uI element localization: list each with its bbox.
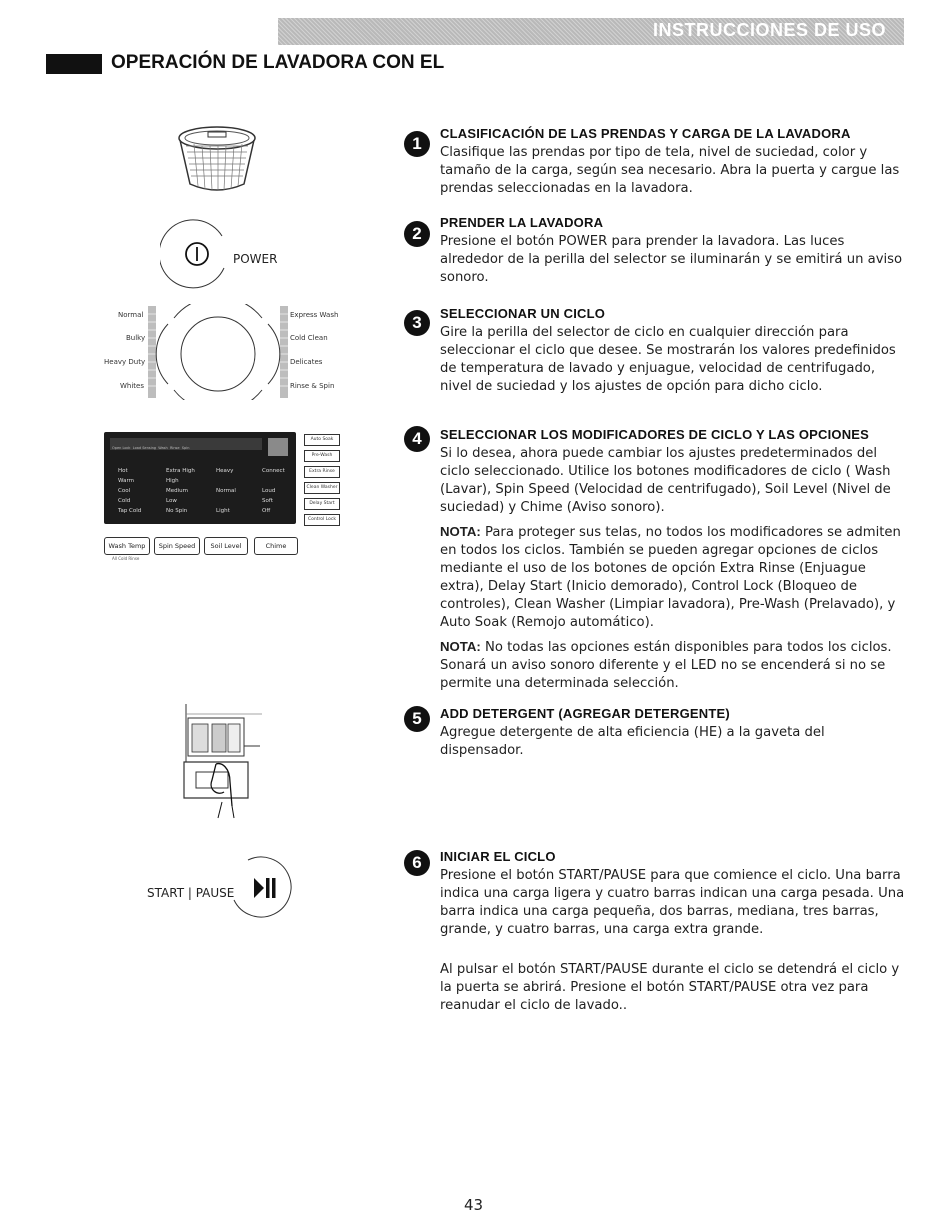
display-chime-off: Off xyxy=(262,508,271,514)
display-soil-blank-1 xyxy=(216,476,236,486)
nota-1-label: NOTA: xyxy=(440,524,481,539)
step-4-nota-1 xyxy=(440,523,908,632)
step-1-title: CLASIFICACIÓN DE LAS PRENDAS Y CARGA DE LA LAVADORA xyxy=(440,126,851,141)
step-1 xyxy=(440,125,908,204)
chime-button[interactable]: Chime xyxy=(254,537,298,555)
display-header-load-sensing: Load Sensing xyxy=(132,446,157,450)
laundry-basket-illustration xyxy=(176,124,258,196)
option-clean-washer-button[interactable]: Clean Washer xyxy=(304,482,340,494)
step-number-3: 3 xyxy=(404,310,430,336)
page-number: 43 xyxy=(464,1196,484,1214)
display-header-wash: Wash xyxy=(158,446,168,450)
step-6-body: Presione el botón START/PAUSE para que comience el ciclo. Una barra indica una carga ligera y cuatro barras indican una carga pesada. Una barra indica una carga pequeña, dos barras, mediana, tres barras, grande, y cuatro barras, una carga extra grande. xyxy=(440,868,905,937)
display-header-open-lock: Open Lock xyxy=(112,446,131,450)
dial-label-bulky: Bulky xyxy=(126,334,146,342)
start-pause-label: START | PAUSE xyxy=(147,886,235,900)
dial-label-cold-clean: Cold Clean xyxy=(290,334,328,342)
dial-label-whites: Whites xyxy=(120,382,145,390)
display-spin-extra-high: Extra High xyxy=(166,468,195,474)
step-number-4: 4 xyxy=(404,426,430,452)
step-2 xyxy=(440,214,908,293)
display-chime-loud: Loud xyxy=(262,488,276,494)
section-banner xyxy=(278,18,904,45)
step-2-title: PRENDER LA LAVADORA xyxy=(440,215,604,230)
title-marker xyxy=(46,54,102,74)
step-2-body: Presione el botón POWER para prender la lavadora. Las luces alrededor de la perilla del selector se iluminarán y se emitirá un aviso sonoro. xyxy=(440,234,903,285)
dial-label-normal: Normal xyxy=(118,311,144,319)
step-number-2: 2 xyxy=(404,221,430,247)
step-6-body-2: Al pulsar el botón START/PAUSE durante el ciclo se detendrá el ciclo y la puerta se abrirá. Presione el botón START/PAUSE otra vez para reanudar el ciclo de lavado.. xyxy=(440,962,900,1013)
step-3 xyxy=(440,305,908,402)
dial-label-rinse-spin: Rinse & Spin xyxy=(290,382,335,390)
dial-label-delicates: Delicates xyxy=(290,358,323,366)
step-4-body: Si lo desea, ahora puede cambiar los ajustes predeterminados del ciclo seleccionado. Utilice los botones modificadores de ciclo ( Wash (Lavar), Spin Speed (Velocidad de centrifugado), Soil Level (Nivel de suciedad) y Chime (Aviso sonoro). xyxy=(440,446,891,515)
power-label: POWER xyxy=(233,252,278,266)
step-4 xyxy=(440,426,908,699)
nota-2-text: No todas las opciones están disponibles para todos los ciclos. Sonará un aviso sonoro diferente y el LED no se encenderá si no se permite una determinada selección. xyxy=(440,640,892,691)
display-soil-normal: Normal xyxy=(216,488,236,494)
all-cold-rinse-label: All Cold Rinse xyxy=(112,556,140,561)
spin-speed-button[interactable]: Spin Speed xyxy=(154,537,200,555)
display-spin-high: High xyxy=(166,478,179,484)
display-soil-light: Light xyxy=(216,508,230,514)
display-soil-heavy: Heavy xyxy=(216,468,234,474)
step-number-6: 6 xyxy=(404,850,430,876)
step-4-nota-2 xyxy=(440,638,908,693)
step-1-body: Clasifique las prendas por tipo de tela, nivel de suciedad, color y tamaño de la carga, según sea necesario. Abra la puerta y cargue las prendas seleccionadas en la lavadora. xyxy=(440,145,900,196)
cycle-dial-illustration xyxy=(146,304,290,400)
display-spin-no-spin: No Spin xyxy=(166,508,188,514)
nota-1-text: Para proteger sus telas, no todos los modificadores se admiten en todos los ciclos. También se pueden agregar opciones de ciclos mediante el uso de los botones de opción Extra Rinse (Enjuague extra), Delay Start (Inicio demorado), Control Lock (Bloqueo de controles), Clean Washer (Limpiar lavadora), Pre-Wash (Prelavado), y Auto Soak (Remojo automático). xyxy=(440,525,901,630)
nota-2-label: NOTA: xyxy=(440,639,481,654)
display-spin-low: Low xyxy=(166,498,177,504)
step-3-title: SELECCIONAR UN CICLO xyxy=(440,306,606,321)
step-4-title: SELECCIONAR LOS MODIFICADORES DE CICLO Y LAS OPCIONES xyxy=(440,427,870,442)
banner-text: INSTRUCCIONES DE USO xyxy=(652,20,886,40)
detergent-drawer-illustration xyxy=(178,702,268,820)
step-3-body: Gire la perilla del selector de ciclo en cualquier dirección para seleccionar el ciclo que desee. Se mostrarán los valores predefinidos de temperatura de lavado y enjuague, velocidad de centrifugado, nivel de suciedad y los ajustes de opción para dicho ciclo. xyxy=(440,325,896,394)
dial-label-heavy-duty: Heavy Duty xyxy=(104,358,146,366)
display-soil-blank-2 xyxy=(216,496,236,506)
step-number-1: 1 xyxy=(404,131,430,157)
step-6 xyxy=(440,848,908,1021)
option-control-lock-button[interactable]: Control Lock xyxy=(304,514,340,526)
display-temp-warm: Warm xyxy=(118,478,134,484)
display-chime-connect: Connect xyxy=(262,468,285,474)
display-temp-hot: Hot xyxy=(118,468,128,474)
control-panel-display xyxy=(104,432,296,524)
start-pause-button-illustration xyxy=(228,856,294,922)
power-button-illustration xyxy=(160,216,236,292)
soil-level-button[interactable]: Soil Level xyxy=(204,537,248,555)
option-extra-rinse-button[interactable]: Extra Rinse xyxy=(304,466,340,478)
display-temp-tap-cold: Tap Cold xyxy=(118,508,142,514)
page-title: OPERACIÓN DE LAVADORA CON EL xyxy=(111,52,445,73)
step-5-body: Agregue detergente de alta eficiencia (HE) a la gaveta del dispensador. xyxy=(440,725,825,758)
step-number-5: 5 xyxy=(404,706,430,732)
display-chime-blank xyxy=(262,476,285,486)
step-5-title: ADD DETERGENT (AGREGAR DETERGENTE) xyxy=(440,706,730,721)
display-header-spin: Spin xyxy=(181,446,190,450)
step-6-title: INICIAR EL CICLO xyxy=(440,849,556,864)
display-temp-cool: Cool xyxy=(118,488,131,494)
option-auto-soak-button[interactable]: Auto Soak xyxy=(304,434,340,446)
option-pre-wash-button[interactable]: Pre-Wash xyxy=(304,450,340,462)
display-header-rinse: Rinse xyxy=(169,446,180,450)
step-5 xyxy=(440,705,908,766)
display-chime-soft: Soft xyxy=(262,498,273,504)
option-delay-start-button[interactable]: Delay Start xyxy=(304,498,340,510)
display-temp-cold: Cold xyxy=(118,498,131,504)
dial-label-express-wash: Express Wash xyxy=(290,311,339,319)
wash-temp-button[interactable]: Wash Temp xyxy=(104,537,150,555)
display-spin-medium: Medium xyxy=(166,488,188,494)
